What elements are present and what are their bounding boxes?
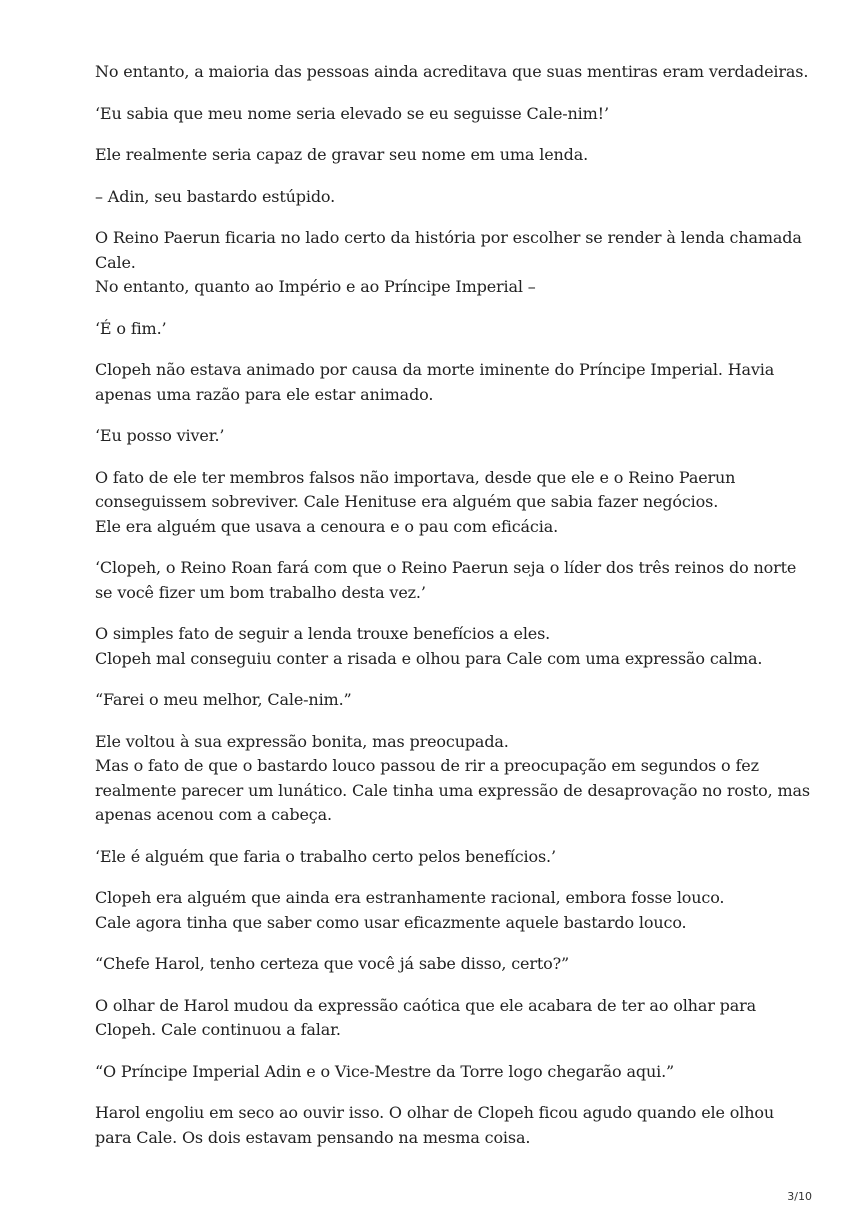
text-line: O simples fato de seguir a lenda trouxe benefícios a eles. (95, 624, 551, 643)
paragraph (95, 622, 795, 671)
text-line: Clopeh mal conseguiu conter a risada e olhou para Cale com uma expressão calma. (95, 648, 763, 668)
paragraph (95, 226, 802, 300)
paragraph (95, 730, 810, 828)
text-line: O olhar de Harol mudou da expressão caótica que ele acabara de ter ao olhar para (95, 995, 757, 1015)
text-line: para Cale. Os dois estavam pensando na mesma coisa. (95, 1127, 531, 1147)
text-line: ‘Clopeh, o Reino Roan fará com que o Reino Paerun seja o líder dos três reinos do norte (95, 558, 797, 577)
text-line: apenas acenou com a cabeça. (95, 805, 332, 824)
paragraph (95, 556, 795, 605)
paragraph (95, 143, 795, 168)
text-line: “O Príncipe Imperial Adin e o Vice-Mestre da Torre logo chegarão aqui.” (95, 1061, 675, 1081)
text-line: se você fizer um bom trabalho desta vez.’ (95, 582, 426, 602)
text-line: apenas uma razão para ele estar animado. (95, 384, 434, 404)
paragraph (95, 185, 795, 210)
text-line: O Reino Paerun ficaria no lado certo da história por escolher se render à lenda chamada (95, 228, 802, 247)
text-line: “Chefe Harol, tenho certeza que você já sabe disso, certo?” (95, 954, 570, 973)
text-line: realmente parecer um lunático. Cale tinha uma expressão de desaprovação no rosto, mas (95, 780, 810, 800)
text-line: Cale. (95, 252, 136, 272)
text-line: – Adin, seu bastardo estúpido. (95, 186, 336, 206)
paragraph (95, 845, 795, 870)
text-line: Clopeh não estava animado por causa da morte iminente do Príncipe Imperial. Havia (95, 360, 775, 379)
text-line: Ele voltou à sua expressão bonita, mas preocupada. (95, 731, 509, 751)
paragraph (95, 688, 795, 713)
text-line: No entanto, a maioria das pessoas ainda acreditava que suas mentiras eram verdadeiras. (95, 62, 809, 81)
text-line: Mas o fato de que o bastardo louco passou de rir a preocupação em segundos o fez (95, 756, 759, 775)
paragraph (95, 952, 795, 977)
text-line: O fato de ele ter membros falsos não importava, desde que ele e o Reino Paerun (95, 467, 736, 487)
text-line: Cale agora tinha que saber como usar eficazmente aquele bastardo louco. (95, 912, 687, 932)
text-line: Ele era alguém que usava a cenoura e o pau com eficácia. (95, 516, 559, 536)
text-line: “Farei o meu melhor, Cale-nim.” (95, 690, 352, 709)
text-line: ‘Ele é alguém que faria o trabalho certo pelos benefícios.’ (95, 846, 556, 866)
text-line: ‘É o fim.’ (95, 318, 167, 338)
text-line: ‘Eu sabia que meu nome seria elevado se eu seguisse Cale-nim!’ (95, 103, 609, 123)
paragraph (95, 1060, 795, 1085)
text-line: Harol engoliu em seco ao ouvir isso. O olhar de Clopeh ficou agudo quando ele olhou (95, 1103, 775, 1122)
text-line: Clopeh. Cale continuou a falar. (95, 1020, 341, 1039)
text-line: No entanto, quanto ao Império e ao Príncipe Imperial – (95, 277, 536, 296)
page-number: 3/10 (787, 1190, 812, 1203)
paragraph (95, 1101, 795, 1150)
paragraph (95, 60, 809, 85)
paragraph (95, 994, 795, 1043)
paragraph (95, 102, 795, 127)
document-body (95, 60, 810, 1167)
text-line: Ele realmente seria capaz de gravar seu nome em uma lenda. (95, 145, 589, 164)
text-line: ‘Eu posso viver.’ (95, 426, 225, 445)
paragraph (95, 317, 795, 342)
paragraph (95, 358, 795, 407)
paragraph (95, 886, 795, 935)
paragraph (95, 424, 795, 449)
paragraph (95, 466, 795, 540)
text-line: Clopeh era alguém que ainda era estranhamente racional, embora fosse louco. (95, 888, 725, 907)
text-line: conseguissem sobreviver. Cale Henituse era alguém que sabia fazer negócios. (95, 492, 719, 511)
